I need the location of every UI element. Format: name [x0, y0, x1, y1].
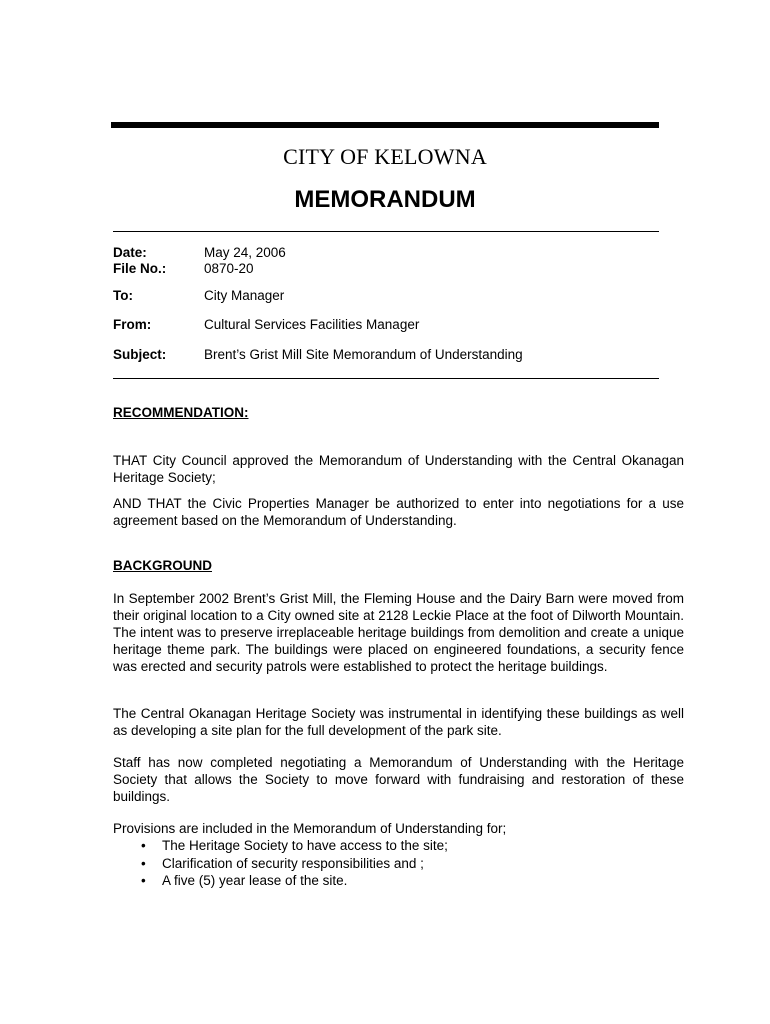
- header-divider: [113, 231, 659, 232]
- city-name: CITY OF KELOWNA: [283, 144, 487, 169]
- top-rule: [111, 122, 659, 128]
- file-no-label: File No.:: [113, 261, 167, 276]
- list-item: [113, 837, 448, 855]
- from-value: Cultural Services Facilities Manager: [204, 317, 420, 332]
- list-item-text: The Heritage Society to have access to the site;: [162, 838, 448, 853]
- memo-title: MEMORANDUM: [294, 186, 476, 213]
- background-paragraph: The Central Okanagan Heritage Society was instrumental in identifying these buildings as well as developing a site plan for the full development of the park site.: [113, 706, 684, 738]
- background-paragraph: In September 2002 Brent’s Grist Mill, the Fleming House and the Dairy Barn were moved from their original location to a City owned site at 2128 Leckie Place at the foot of Dilworth Mountain. The intent was to preserve irreplaceable heritage buildings from demolition and create a unique heritage theme park. The buildings were placed on engineered foundations, a security fence was erected and security patrols were established to protect the heritage buildings.: [113, 591, 684, 674]
- recommendation-paragraph: AND THAT the Civic Properties Manager be authorized to enter into negotiations for a use agreement based on the Memorandum of Understanding.: [113, 496, 684, 528]
- background-paragraph: Staff has now completed negotiating a Memorandum of Understanding with the Heritage Society that allows the Society to move forward with fundraising and restoration of these buildings.: [113, 755, 684, 804]
- list-item: [113, 872, 448, 890]
- file-no-value: 0870-20: [204, 261, 254, 276]
- recommendation-paragraph: THAT City Council approved the Memorandum of Understanding with the Central Okanagan Heritage Society;: [113, 453, 684, 485]
- provisions-list: [113, 837, 448, 890]
- bullet-icon: •: [141, 855, 146, 871]
- from-label: From:: [113, 317, 152, 332]
- bullet-icon: •: [141, 838, 146, 853]
- list-item-text: Clarification of security responsibilities and ;: [162, 855, 424, 871]
- subject-label: Subject:: [113, 347, 167, 362]
- subject-value: Brent’s Grist Mill Site Memorandum of Understanding: [204, 347, 523, 362]
- meta-divider: [113, 378, 659, 379]
- recommendation-heading: RECOMMENDATION:: [113, 405, 249, 420]
- list-item-text: A five (5) year lease of the site.: [162, 873, 348, 888]
- to-label: To:: [113, 288, 133, 303]
- list-item: [113, 855, 448, 873]
- provisions-intro: Provisions are included in the Memorandum of Understanding for;: [113, 821, 507, 836]
- date-value: May 24, 2006: [204, 245, 286, 260]
- date-label: Date:: [113, 245, 147, 260]
- bullet-icon: •: [141, 873, 146, 888]
- background-heading: BACKGROUND: [113, 558, 212, 573]
- to-value: City Manager: [204, 288, 285, 303]
